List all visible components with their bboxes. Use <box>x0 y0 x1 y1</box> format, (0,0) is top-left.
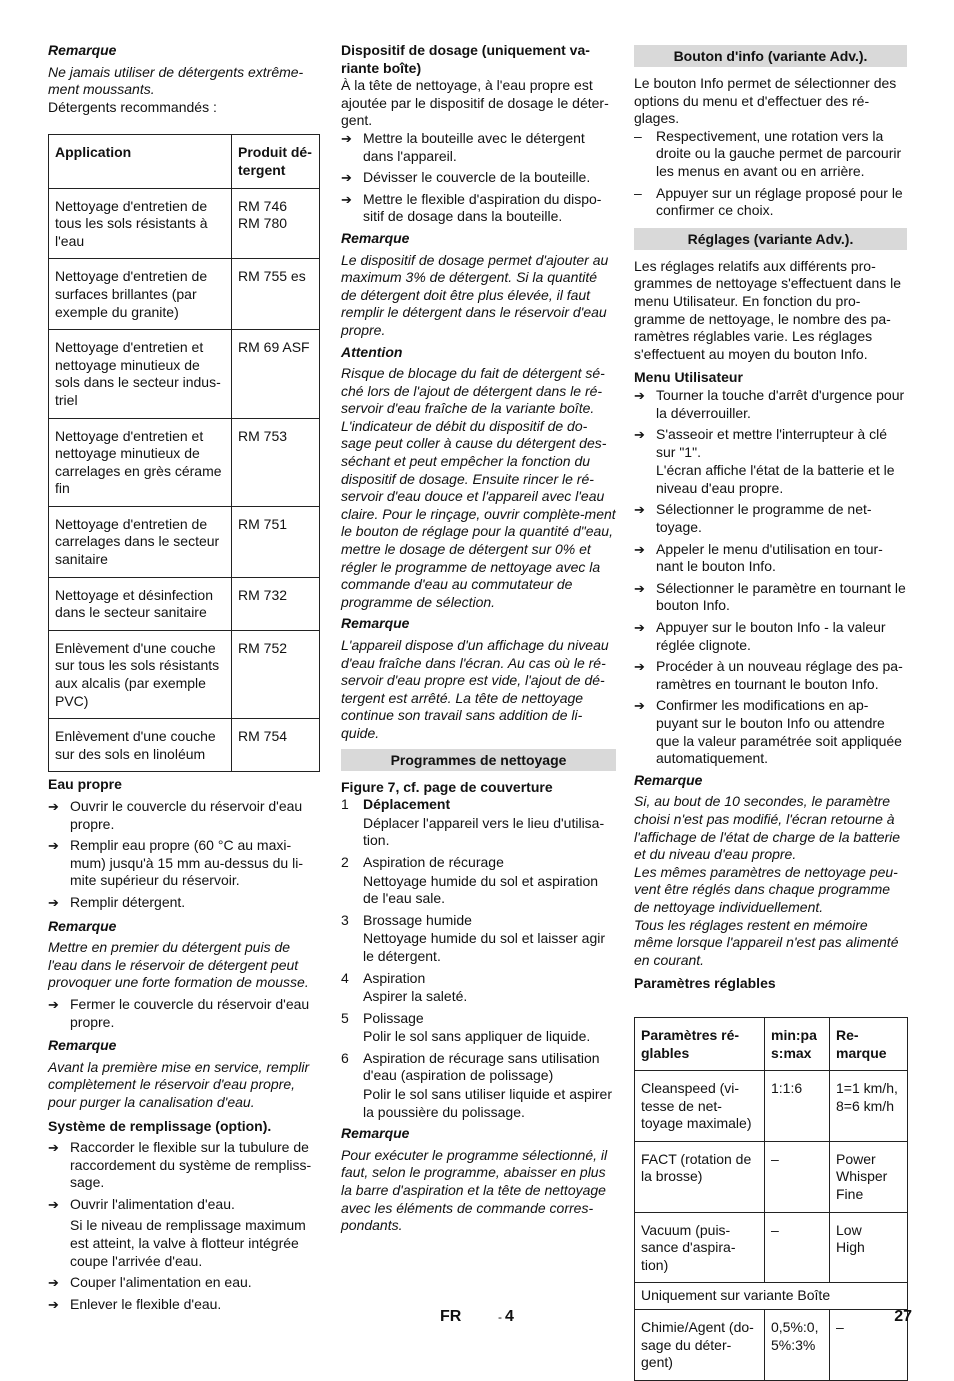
instruction-step: ➔ Mettre la bouteille avec le détergent dans l'appareil. <box>341 130 616 165</box>
note-text: Avant la première mise en service, remplir complètement le réservoir d'eau propre, pour purger la canalisation d'eau. <box>48 1058 310 1110</box>
subheading-menu: Menu Utilisateur <box>634 369 743 386</box>
arrow-icon <box>48 1139 59 1157</box>
arrow-icon <box>341 169 352 187</box>
note-text: Les mêmes paramètres de nettoyage peu-vent être réglés dans chaque programme de nettoyage individuellement. <box>634 863 898 915</box>
table-cell: Enlèvement d'une couche sur des sols en linoléum <box>49 719 232 772</box>
note-text: Pour exécuter le programme sélectionné, il faut, selon le programme, abaisser en plus la barre d'aspiration et la tête de nettoyage avec les éléments de commande corres-pondants. <box>341 1146 608 1234</box>
table-cell: RM 753 <box>232 418 320 506</box>
instruction-step: ➔ Tourner la touche d'arrêt d'urgence pour la déverrouiller. <box>634 387 907 422</box>
instruction-step: ➔ Enlever le flexible d'eau. <box>48 1296 320 1314</box>
arrow-icon <box>634 697 645 715</box>
table-row <box>49 630 320 718</box>
step-detail: L'écran affiche l'état de la batterie et le niveau d'eau propre. <box>656 462 895 496</box>
instruction-step: ➔ Ouvrir l'alimentation d'eau. <box>48 1196 320 1214</box>
paragraph: Les réglages relatifs aux différents pro-grammes de nettoyage s'effectuent dans le menu Utilisateur. En fonction du pro-gramme de nettoyage, le nombre des pa-ramètres réglables varie. Les réglages s'effectuent au moyen du bouton Info. <box>634 257 902 362</box>
note-text: Le dispositif de dosage permet d'ajouter au maximum 3% de détergent. Si la quantité de détergent doit être plus élevée, il faut remplir le détergent dans le réservoir d'eau propre. <box>341 251 609 338</box>
program-item: 1 Déplacement <box>341 796 451 813</box>
arrow-icon <box>48 996 59 1014</box>
table-row <box>635 1071 908 1142</box>
instruction-step: ➔ S'asseoir et mettre l'interrupteur à clé sur "1". <box>634 426 907 461</box>
table-cell: 0,5%:0, 5%:3% <box>765 1310 830 1381</box>
table-header: Application <box>49 135 232 188</box>
arrow-icon <box>634 619 645 637</box>
note-text: Mettre en premier du détergent puis de l'eau dans le réservoir de détergent peut provoquer une forte formation de mousse. <box>48 939 309 991</box>
table-cell: Nettoyage d'entretien de carrelages dans le secteur sanitaire <box>49 506 232 577</box>
table-cell: – <box>765 1212 830 1283</box>
table-row <box>635 1283 908 1310</box>
arrow-icon <box>48 798 59 816</box>
instruction-step: ➔ Sélectionner le programme de net-toyage. <box>634 501 907 536</box>
page-footer <box>0 1308 954 1328</box>
instruction-step: ➔ Dévisser le couvercle de la bouteille. <box>341 169 616 187</box>
section-heading-reglages: Réglages (variante Adv.). <box>634 228 907 250</box>
table-row <box>49 506 320 577</box>
column-middle <box>341 42 616 1235</box>
table-row <box>635 1141 908 1212</box>
note-text: Si, au bout de 10 secondes, le paramètre choisi n'est pas modifié, l'écran retourne à l'affichage de l'état de charge de la batterie et du niveau d'eau propre. <box>634 793 901 863</box>
table-row <box>49 577 320 630</box>
table-cell: Enlèvement d'une couche sur tous les sols résistants aux alcalis (par exemple PVC) <box>49 630 232 718</box>
arrow-icon <box>634 580 645 598</box>
subheading-parametres: Paramètres réglables <box>634 975 776 992</box>
note-title: Remarque <box>341 1125 410 1142</box>
instruction-step: ➔ Confirmer les modifications en ap-puyant sur le bouton Info ou attendre que la valeur paramétrée soit appliquée automatiquement. <box>634 697 907 767</box>
program-description: Polir le sol sans appliquer de liquide. <box>363 1028 591 1045</box>
table-cell: Nettoyage d'entretien de tous les sols résistants à l'eau <box>49 188 232 259</box>
attention-title: Attention <box>341 343 403 360</box>
instruction-step: ➔ Appeler le menu d'utilisation en tour-nant le bouton Info. <box>634 541 907 576</box>
program-description: Polir le sol sans utiliser liquide et aspirer la poussière du polissage. <box>363 1086 612 1120</box>
note-text: Ne jamais utiliser de détergents extrême-ment moussants. <box>48 63 304 98</box>
column-left <box>48 42 320 1313</box>
table-cell: Low High <box>830 1212 908 1283</box>
table-row <box>49 188 320 259</box>
paragraph: À la tête de nettoyage, à l'eau propre est ajoutée par le dispositif de dosage le déter-gent. <box>341 77 609 129</box>
table-header: Re-marque <box>830 1017 908 1070</box>
table-cell: RM 746 RM 780 <box>232 188 320 259</box>
figure-reference: Figure 7, cf. page de couverture <box>341 778 553 795</box>
table-cell: Nettoyage d'entretien et nettoyage minutieux de carrelages en grès cérame fin <box>49 418 232 506</box>
program-description: Déplacer l'appareil vers le lieu d'utilisa-tion. <box>363 814 605 849</box>
instruction-step: ➔ Procéder à un nouveau réglage des pa-ramètres en tournant le bouton Info. <box>634 658 907 693</box>
program-description: Aspirer la saleté. <box>363 988 468 1005</box>
arrow-icon <box>634 501 645 519</box>
instruction-step: ➔ Remplir eau propre (60 °C au maxi-mum) jusqu'à 15 mm au-dessus du li-mite supérieur du réservoir. <box>48 837 320 890</box>
program-item: 2 Aspiration de récurage <box>341 853 504 870</box>
table-cell: RM 752 <box>232 630 320 718</box>
note-title: Remarque <box>341 615 410 632</box>
table-cell-span: Uniquement sur variante Boîte <box>635 1283 908 1310</box>
arrow-icon <box>48 894 59 912</box>
column-right <box>634 42 907 1381</box>
section-heading-systeme: Système de remplissage (option). <box>48 1117 272 1134</box>
dash-item: – Respectivement, une rotation vers la droite ou la gauche permet de parcourir les menus en avant ou en arrière. <box>634 128 907 181</box>
table-cell: Chimie/Agent (do-sage du déter-gent) <box>635 1310 765 1381</box>
step-detail: Si le niveau de remplissage maximum est atteint, la valve à flotteur intégrée coupe l'arrivée d'eau. <box>70 1217 306 1269</box>
program-description: Nettoyage humide du sol et aspiration de l'eau sale. <box>363 872 599 907</box>
table-header: min:pa s:max <box>765 1017 830 1070</box>
arrow-icon <box>634 541 645 559</box>
dash-item: – Appuyer sur un réglage proposé pour le confirmer ce choix. <box>634 185 907 220</box>
table-cell: 1=1 km/h, 8=6 km/h <box>830 1071 908 1142</box>
note-title: Remarque <box>341 229 410 246</box>
table-cell: RM 69 ASF <box>232 330 320 418</box>
instruction-step: ➔ Couper l'alimentation en eau. <box>48 1274 320 1292</box>
arrow-icon <box>48 1196 59 1214</box>
table-cell: Nettoyage et désinfection dans le secteur sanitaire <box>49 577 232 630</box>
table-row <box>635 1212 908 1283</box>
language-code: FR <box>440 1308 462 1325</box>
page-number: 27 <box>894 1308 912 1325</box>
table-cell: 1:1:6 <box>765 1071 830 1142</box>
table-cell: Cleanspeed (vi-tesse de net-toyage maximale) <box>635 1071 765 1142</box>
instruction-step: ➔ Ouvrir le couvercle du réservoir d'eau propre. <box>48 798 320 833</box>
detergent-table <box>48 134 320 772</box>
program-item: 3 Brossage humide <box>341 911 472 928</box>
table-cell: FACT (rotation de la brosse) <box>635 1141 765 1212</box>
arrow-icon <box>634 426 645 444</box>
instruction-step: ➔ Fermer le couvercle du réservoir d'eau propre. <box>48 996 320 1031</box>
table-cell: – <box>830 1310 908 1381</box>
instruction-step: ➔ Sélectionner le paramètre en tournant le bouton Info. <box>634 580 907 615</box>
instruction-step: ➔ Remplir détergent. <box>48 894 320 912</box>
section-heading-dosage: Dispositif de dosage (uniquement va-riante boîte) <box>341 42 590 76</box>
recommended-label: Détergents recommandés : <box>48 98 217 115</box>
section-heading-programmes: Programmes de nettoyage <box>341 749 616 771</box>
note-title: Remarque <box>48 1037 117 1054</box>
table-row <box>49 330 320 418</box>
table-header: Produit dé-tergent <box>232 135 320 188</box>
arrow-icon <box>341 130 352 148</box>
table-cell: Vacuum (puis-sance d'aspira-tion) <box>635 1212 765 1283</box>
attention-text: Risque de blocage du fait de détergent sé-ché lors de l'ajout de détergent dans le ré-servoir d'eau fraîche de la variante boîte. L'indicateur de débit du dispositif de do-sage peut coller à cause du détergent des-séchant et peut empêcher la fonction du dispositif de dosage. Ensuite rincer le ré-servoir d'eau douce et l'appareil avec l'eau claire. Pour le rinçage, ouvrir complète-ment le bouton de réglage pour la quantité d"eau, mettre le dosage de détergent sur 0% et régler le programme de nettoyage avec la commande d'eau au commutateur de programme de sélection. <box>341 365 616 610</box>
section-heading-info: Bouton d'info (variante Adv.). <box>634 45 907 67</box>
program-item: 5 Polissage <box>341 1009 424 1026</box>
table-row <box>49 259 320 330</box>
table-cell: Nettoyage d'entretien de surfaces brillantes (par exemple du granite) <box>49 259 232 330</box>
note-title: Remarque <box>48 42 117 58</box>
instruction-step: ➔ Mettre le flexible d'aspiration du dispo-sitif de dosage dans la bouteille. <box>341 191 616 226</box>
program-item: 4 Aspiration <box>341 969 426 986</box>
note-title: Remarque <box>634 771 703 788</box>
section-heading-eau: Eau propre <box>48 776 122 793</box>
table-cell: Power Whisper Fine <box>830 1141 908 1212</box>
table-cell: RM 755 es <box>232 259 320 330</box>
program-item: 6 Aspiration de récurage sans utilisation d'eau (aspiration de polissage) <box>341 1049 600 1084</box>
section-page: - 4 <box>498 1308 514 1325</box>
table-row <box>49 719 320 772</box>
arrow-icon <box>48 837 59 855</box>
arrow-icon <box>341 191 352 209</box>
note-text: L'appareil dispose d'un affichage du niveau d'eau fraîche dans l'écran. Au cas où le ré-servoir d'eau propre est vide, l'ajout de dé-tergent est arrêté. La tête de nettoyage continue son travail sans addition de li-quide. <box>341 637 609 741</box>
table-header: Paramètres ré-glables <box>635 1017 765 1070</box>
table-cell: RM 751 <box>232 506 320 577</box>
note-title: Remarque <box>48 917 117 934</box>
table-cell: RM 754 <box>232 719 320 772</box>
program-description: Nettoyage humide du sol et laisser agir le détergent. <box>363 930 606 964</box>
arrow-icon <box>634 387 645 405</box>
instruction-step: ➔ Appuyer sur le bouton Info - la valeur réglée clignote. <box>634 619 907 654</box>
table-cell: Nettoyage d'entretien et nettoyage minutieux de sols dans le secteur indus-triel <box>49 330 232 418</box>
table-cell: RM 732 <box>232 577 320 630</box>
note-text: Tous les réglages restent en mémoire même lorsque l'appareil n'est pas alimenté en courant. <box>634 916 899 968</box>
arrow-icon <box>48 1274 59 1292</box>
instruction-step: ➔ Raccorder le flexible sur la tubulure de raccordement du système de rempliss-sage. <box>48 1139 320 1192</box>
table-row <box>49 418 320 506</box>
paragraph: Le bouton Info permet de sélectionner des options du menu et d'effectuer des ré-glages. <box>634 75 897 127</box>
arrow-icon <box>634 658 645 676</box>
table-cell: – <box>765 1141 830 1212</box>
